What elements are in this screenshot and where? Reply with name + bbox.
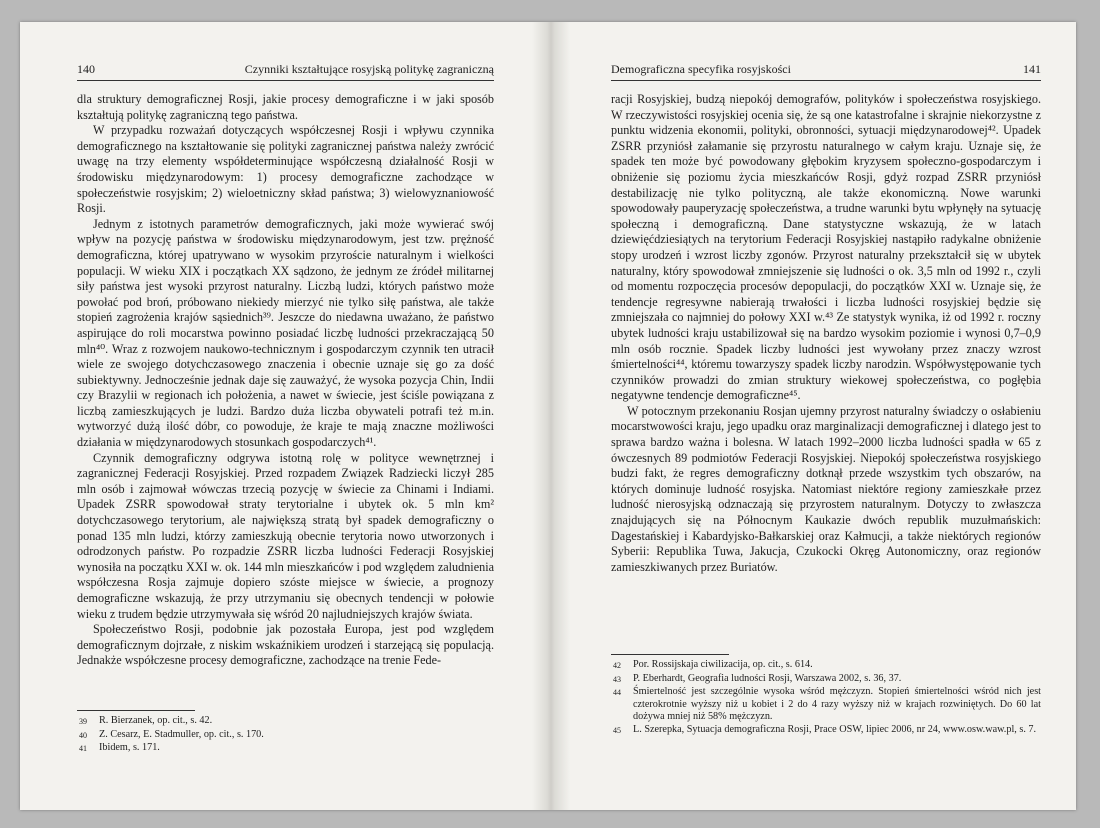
footnote-text: Śmiertelność jest szczególnie wysoka wśród mężczyzn. Stopień śmiertelności wśród nich jest czterokrotnie wyższy niż u kobiet i 2 do 4 razy wyższy niż w krajach rozwiniętych. Do 60 lat dożywa mniej niż 58% mężczyzn. xyxy=(633,686,1041,723)
footnote-number: 40 xyxy=(79,730,87,740)
paragraph: Czynnik demograficzny odgrywa istotną rolę w polityce wewnętrznej i zagranicznej Federacji Rosyjskiej. Przed rozpadem Związek Radziecki liczył 285 mln osób i zajmował wówczas trzecią pozycję w świecie za Chinami i Indiami. Upadek ZSRR spowodował straty terytorialne i ubytek ok. 5 mln km² dotychczasowego terytorium, ale największą stratą był spadek demograficzny o ponad 135 mln ludzi, którzy zamieszkują obecnie terytoria nowo utworzonych i odrodzonych państw. Po rozpadzie ZSRR liczba ludności Federacji Rosyjskiej wynosiła na początku XXI w. ok. 144 mln mieszkańców i pod względem zaludnienia współczesna Rosja zajmuje dopiero szóste miejsce w świecie, a prognozy demograficzne wskazują, że przy utrzymaniu się obecnych tendencji w połowie wieku z trudem będzie utrzymywała się wśród 20 najludniejszych krajów świata. xyxy=(77,450,494,621)
right-page-header xyxy=(611,60,1041,81)
left-running-title: Czynniki kształtujące rosyjską politykę zagraniczną xyxy=(244,62,494,76)
right-page-body xyxy=(611,92,1041,575)
footnote-text: P. Eberhardt, Geografia ludności Rosji, Warszawa 2002, s. 36, 37. xyxy=(633,672,902,684)
right-page xyxy=(611,22,1041,810)
footnote-text: L. Szerepka, Sytuacja demograficzna Rosji, Prace OSW, lipiec 2006, nr 24, www.osw.waw.pl, s. 7. xyxy=(633,723,1037,735)
right-running-title: Demograficzna specyfika rosyjskości xyxy=(611,62,791,76)
footnote xyxy=(611,673,1041,687)
footnote-text: Por. Rossijskaja ciwilizacija, op. cit., s. 614. xyxy=(633,659,813,670)
left-footnotes xyxy=(77,710,494,756)
left-page-number: 140 xyxy=(77,62,95,76)
footnote-number: 42 xyxy=(613,661,621,670)
footnote xyxy=(77,729,494,743)
footnote-text: Ibidem, s. 171. xyxy=(99,742,160,754)
left-page xyxy=(77,22,494,810)
footnote xyxy=(77,715,494,729)
footnote-number: 39 xyxy=(79,717,87,726)
footnote xyxy=(77,742,494,756)
footnote-rule xyxy=(611,654,729,655)
footnote-text: Z. Cesarz, E. Stadmuller, op. cit., s. 170. xyxy=(99,728,264,740)
paragraph: Społeczeństwo Rosji, podobnie jak pozostała Europa, jest pod względem demograficznym dojrzałe, z niskim wskaźnikiem urodzeń i starzejącą się populacją. Jednakże współczesne procesy demograficzne, zachodzące na trenie Fede- xyxy=(77,622,494,668)
book-gutter xyxy=(532,22,570,810)
right-page-number: 141 xyxy=(1023,62,1041,76)
right-footnotes xyxy=(611,654,1041,738)
paragraph: W potocznym przekonaniu Rosjan ujemny przyrost naturalny świadczy o osłabieniu mocarstwowości kraju, jego upadku oraz marginalizacji demograficznej i dlatego jest to sprawa bardzo ważna i bolesna. W latach 1992–2000 liczba ludności spadła w 65 z ówczesnych 89 podmiotów Federacji Rosyjskiej. Niepokój społeczeństwa rosyjskiego budzi fakt, że regres demograficzny dotknął przede wszystkim tych obszarów, na których dominuje ludność rosyjska. Natomiast niektóre regiony zamieszkałe przez ludność nierosyjską odznaczają się przyrostem naturalnym. Dotyczy to zwłaszcza znajdujących się na Północnym Kaukazie dwóch republik muzułmańskich: Dagestańskiej i Kabardyjsko-Bałkarskiej oraz Kałmucji, a także niektórych regionów Syberii: Republika Tuwa, Jakucja, Czukocki Okręg Autonomiczny, oraz regionów zamieszkiwanych przez Buriatów. xyxy=(611,403,1041,574)
footnote-rule xyxy=(77,710,195,711)
left-page-header xyxy=(77,60,494,81)
footnote xyxy=(611,686,1041,724)
footnote-number: 41 xyxy=(79,744,87,754)
footnote xyxy=(611,659,1041,673)
book-spread xyxy=(20,22,1076,810)
left-page-body xyxy=(77,92,494,669)
footnote-number: 45 xyxy=(613,725,621,735)
footnote-number: 43 xyxy=(613,674,621,684)
paragraph: dla struktury demograficznej Rosji, jakie procesy demograficzne i w jaki sposób kształtują politykę zagraniczną tego państwa. xyxy=(77,92,494,122)
paragraph: W przypadku rozważań dotyczących współczesnej Rosji i wpływu czynnika demograficznego na kształtowanie się polityki zagranicznej państwa należy zwrócić uwagę na trzy elementy współdeterminujące współczesną działalność Rosji w środowisku międzynarodowym: 1) procesy demograficzne zachodzące w społeczeństwie rosyjskim; 2) wieloetniczny skład państwa; 3) wielowyznaniowość Rosji. xyxy=(77,123,494,216)
footnote-number: 44 xyxy=(613,688,621,698)
footnote xyxy=(611,724,1041,738)
footnote-text: R. Bierzanek, op. cit., s. 42. xyxy=(99,715,213,726)
paragraph: Jednym z istotnych parametrów demograficznych, jaki może wywierać swój wpływ na pozycję państwa w środowisku międzynarodowym, jest tzw. prężność demograficzna, której upatrywano w wysokim przyroście naturalnym i wielkości populacji. W wieku XIX i początkach XX sądzono, że jednym ze źródeł militarnej siły państwa jest wysoki przyrost naturalny. Liczbą ludzi, których państwo może powołać pod broń, próbowano niekiedy mierzyć nie tylko siłę państwa, ale także stopień zagrożenia krajów sąsiednich³⁹. Jeszcze do niedawna uważano, że państwo aspirujące do roli mocarstwa powinno posiadać liczbę ludności przekraczającą 50 mln⁴⁰. Wraz z rozwojem naukowo-technicznym i gospodarczym czynnik ten utracił wiele ze swojego dotychczasowego znaczenia i obecnie uznaje się go za dość subiektywny. Jednocześnie jednak daje się zauważyć, że wysoka pozycja Chin, Indii czy Brazylii w regionach ich położenia, a nawet w świecie, jest ściśle powiązana z liczbą zamieszkujących je ludzi. Bardzo duża liczba obywateli potrafi też m.in. wytworzyć dużą ilość dóbr, co powoduje, że kraje te mają znaczne możliwości działania w międzynarodowych stosunkach gospodarczych⁴¹. xyxy=(77,216,494,450)
paragraph: racji Rosyjskiej, budzą niepokój demografów, polityków i społeczeństwa rosyjskiego. W rzeczywistości rosyjskiej ocenia się, że są one katastrofalne i skrajnie niekorzystne z punktu widzenia ekonomii, polityki, obronności, sytuacji międzynarodowej⁴². Upadek ZSRR przyniósł załamanie się przyrostu naturalnego w całym kraju. Uznaje się, że spadek ten może być powodowany głębokim kryzysem społeczno-gospodarczym i obniżenie się poziomu życia mieszkańców Rosji, gdyż rozpad ZSRR przyniósł destabilizację nie tylko polityczną, ale także ekonomiczną. Nowe warunki spowodowały pauperyzację społeczeństwa, a trudne warunki bytu wpłynęły na sytuację społeczną i demograficzną. Dane statystyczne wskazują, że w latach dziewięćdziesiątych na terytorium Federacji Rosyjskiej nastąpiło radykalne obniżenie stopy urodzeń i wzrost liczby zgonów. Przyrost naturalny przekształcił się w ubytek naturalny, który spowodował zmniejszenie się ludności o ok. 3,5 mln od 1992 r., czyli od momentu rozpoczęcia procesów depopulacji, do początków XXI w. Uznaje się, że tendencje regresywne nabierają trwałości i liczba ludności rosyjskiej będzie się zmniejszała co najmniej do połowy XXI w.⁴³ Ze statystyk wynika, iż od 1992 r. roczny ubytek ludności kraju ustabilizował się na bardzo wysokim poziomie i wynosi 0,7–0,9 mln osób rocznie. Spadek liczby ludności jest wywołany przez znaczy wzrost śmiertelności⁴⁴, któremu towarzyszy spadek liczby narodzin. Współwystępowanie tych czynników prowadzi do zmian struktury wiekowej społeczeństwa, co pogłębia negatywne tendencje demograficzne⁴⁵. xyxy=(611,92,1041,403)
